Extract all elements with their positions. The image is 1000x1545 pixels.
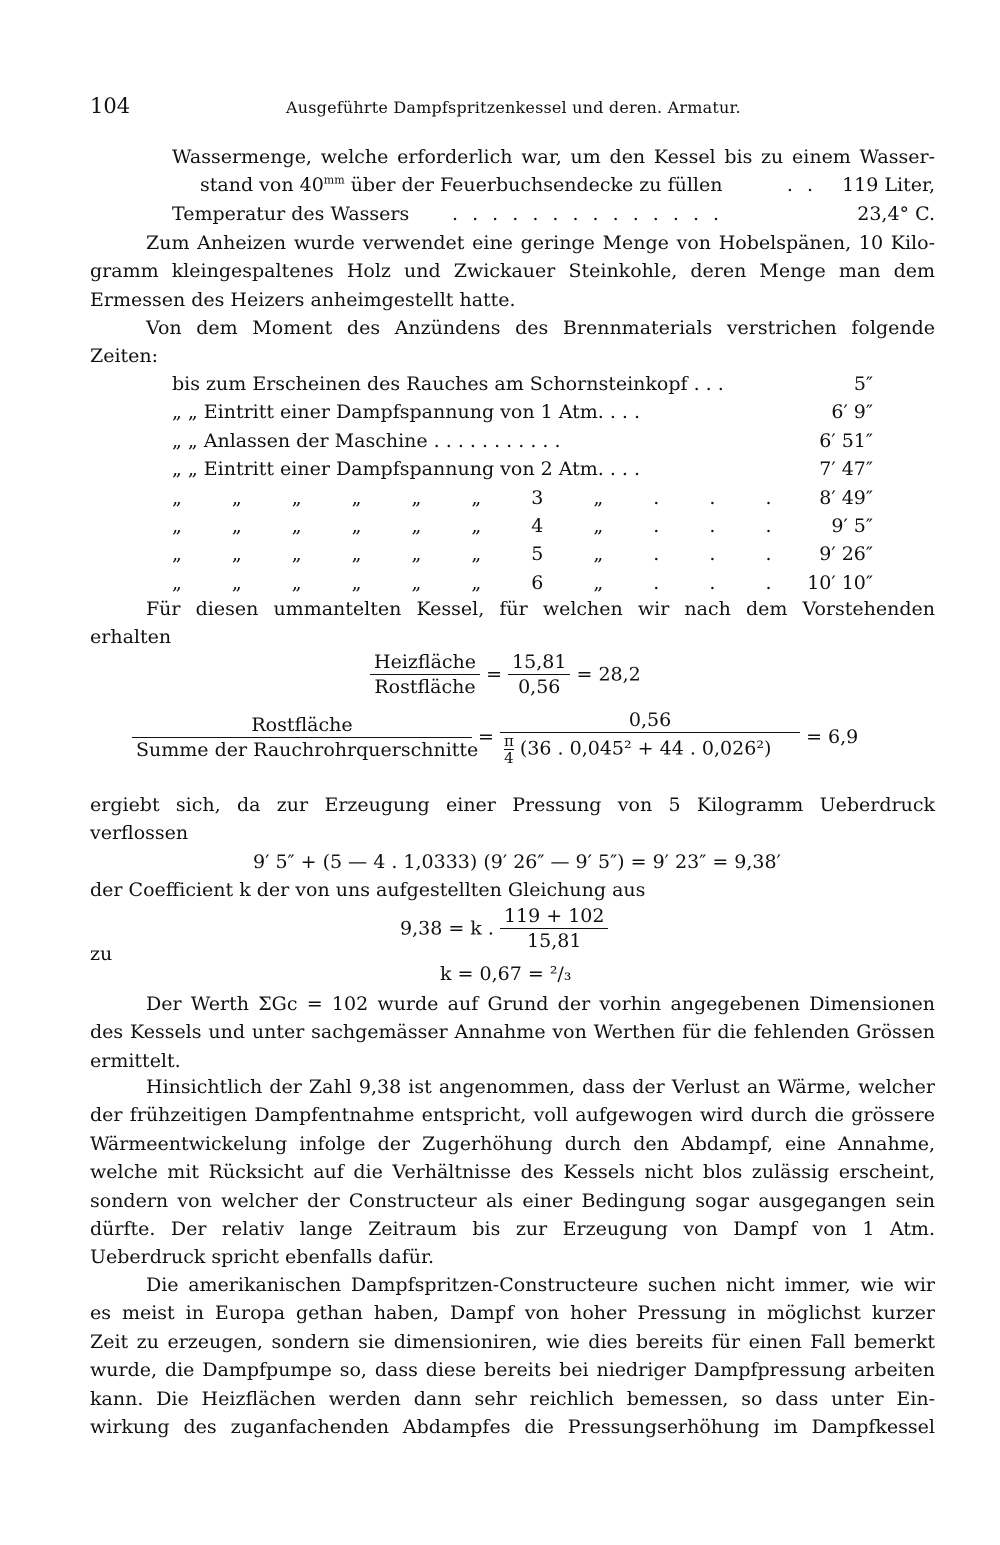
paragraph-heating: Zum Anheizen wurde verwendet eine geringe Menge von Hobelspänen, 10 Kilo- gramm kleingespaltenes Holz und Zwickauer Steinkohle, deren Menge man dem Ermessen des Heizers anheimgestellt hatte. xyxy=(90,232,935,311)
water-line-1: Wassermenge, welche erforderlich war, um den Kessel bis zu einem Wasser- xyxy=(172,146,935,168)
water-temperature-value: 23,4° C. xyxy=(857,202,935,225)
zu-label: zu xyxy=(90,943,113,965)
water-line-2: stand von $40^{mm}$ über der Feuerbuchsendecke zu füllen . . 119 Liter, xyxy=(90,171,935,199)
paragraph-times-intro: Von dem Moment des Anzündens des Brennmaterials verstrichen folgende Zeiten: xyxy=(90,317,935,368)
paragraph-kessel: Für diesen ummantelten Kessel, für welchen wir nach dem Vorstehenden erhalten xyxy=(90,598,935,649)
table-row: „ „ Eintritt einer Dampfspannung von 2 Atm. . . . 7′ 47″ xyxy=(172,458,873,481)
table-row: „ „ Anlassen der Maschine . . . . . . . . . . . 6′ 51″ xyxy=(172,429,873,452)
table-row: „ „ „ „ „ „ 6 „ . . . 10′ 10″ xyxy=(172,571,873,594)
equation-heating-ratio: $\frac{\text{Heizfläche}}{\text{Rostfläche}}$ = $\frac{15,81}{0,56}$ = 28,2 xyxy=(370,650,641,699)
equation-time-interpolation: 9′ 5″ + (5 — 4 . 1,0333) (9′ 26″ — 9′ 5″) = 9′ 23″ = 9,38′ xyxy=(253,851,781,873)
paragraph-hinsichtlich: Hinsichtlich der Zahl 9,38 ist angenommen, dass der Verlust an Wärme, welcher der frühzeitigen Dampfentnahme entspricht, voll aufgewogen wird durch die grössere Wärmeentwickelung infolge der Zugerhöhung durch den Abdampf, eine Annahme, welche mit Rücksicht auf die Verhältnisse des Kessels nicht blos zulässig erscheint, sondern von welcher der Constructeur als einer Bedingung sogar ausgegangen sein dürfte. Der relativ lange Zeitraum bis zur Erzeugung von Dampf von 1 Atm. Ueberdruck spricht ebenfalls dafür. xyxy=(90,1076,935,1269)
paragraph-ergiebt: ergiebt sich, da zur Erzeugung einer Pressung von 5 Kilogramm Ueberdruck verflossen xyxy=(90,794,935,845)
water-volume-value: 119 Liter, xyxy=(842,174,935,197)
page-header xyxy=(90,92,930,118)
page-number: 104 xyxy=(90,94,131,118)
paragraph-coefficient: der Coefficient k der von uns aufgestellten Gleichung aus xyxy=(90,879,646,901)
table-row: „ „ „ „ „ „ 4 „ . . . 9′ 5″ xyxy=(172,514,873,537)
table-row: „ „ Eintritt einer Dampfspannung von 1 Atm. . . . 6′ 9″ xyxy=(172,401,873,424)
times-table xyxy=(90,370,935,597)
equation-k-result: k = 0,67 = ²/₃ xyxy=(440,963,572,985)
equation-grate-ratio: $\frac{\text{Rostfläche}}{\text{Summe der Rauchrohrquerschnitte}}$ = 0,56 $\frac{\pi}{4}$ (36 . 0,045² + 44 . 0,026²) = 6,9 xyxy=(132,708,858,766)
water-block xyxy=(90,143,935,228)
table-row: „ „ „ „ „ „ 5 „ . . . 9′ 26″ xyxy=(172,543,873,566)
water-line-3: Temperatur des Wassers . . . . . . . . . . . . . . 23,4° C. xyxy=(90,200,935,228)
table-row: bis zum Erscheinen des Rauches am Schornsteinkopf . . . 5″ xyxy=(172,373,873,395)
paragraph-werth: Der Werth ΣGc = 102 wurde auf Grund der vorhin angegebenen Dimensionen des Kessels und unter sachgemässer Annahme von Werthen für die fehlenden Grössen ermittelt. xyxy=(90,993,935,1072)
equation-coefficient: 9,38 = k . $\frac{119 + 102}{15,81}$ xyxy=(400,904,608,953)
table-row: „ „ „ „ „ „ 3 „ . . . 8′ 49″ xyxy=(172,486,873,509)
running-title: Ausgeführte Dampfspritzenkessel und deren. Armatur. xyxy=(286,98,741,117)
paragraph-amerikanisch: Die amerikanischen Dampfspritzen-Constructeure suchen nicht immer, wie wir es meist in Europa gethan haben, Dampf von hoher Pressung in möglichst kurzer Zeit zu erzeugen, sondern sie dimensioniren, wie dies bereits für einen Fall bemerkt wurde, die Dampfpumpe so, dass diese bereits bei niedriger Dampfpressung arbeiten kann. Die Heizflächen werden dann sehr reichlich bemessen, so dass unter Ein- wirkung des zuganfachenden Abdampfes die Pressungserhöhung im Dampfkessel xyxy=(90,1274,935,1438)
